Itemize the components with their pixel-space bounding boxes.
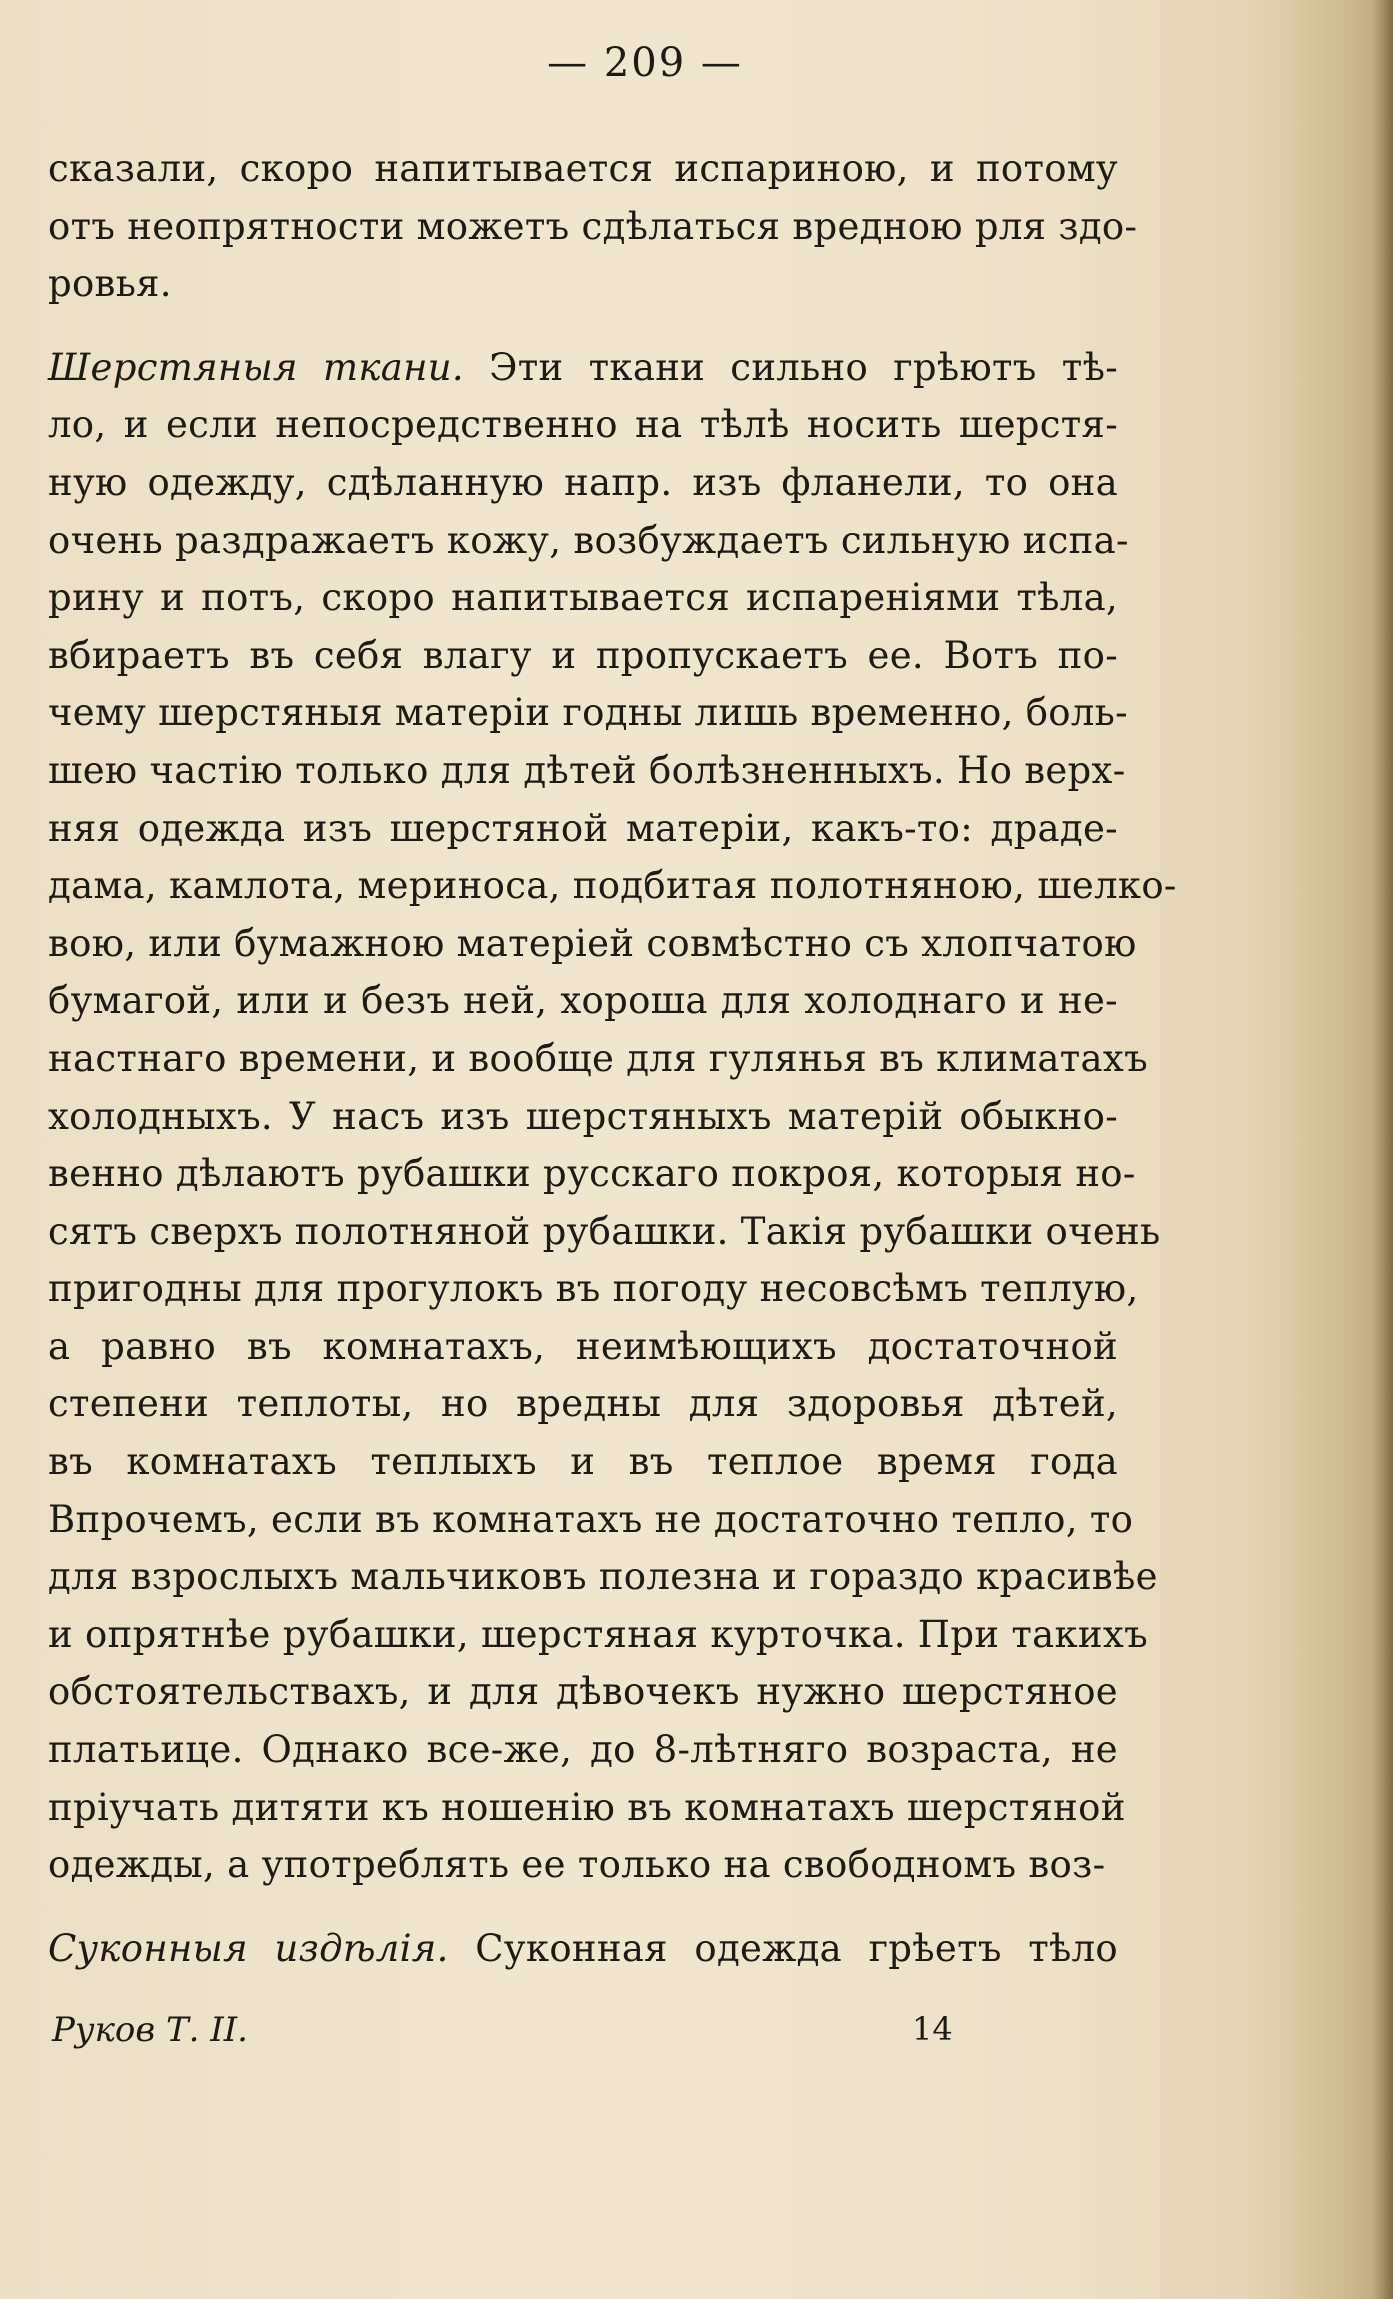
paragraph-2 <box>48 339 1177 1894</box>
text-line: и опрятнѣе рубашки, шерстяная курточка. При такихъ <box>48 1612 1148 1656</box>
text-line: одежды, а употреблять ее только на свободномъ воз- <box>48 1843 1106 1887</box>
text-line: бумагой, или и безъ ней, хороша для холоднаго и не- <box>48 979 1118 1023</box>
text-line: холодныхъ. У насъ изъ шерстяныхъ матерій обыкно- <box>48 1094 1118 1138</box>
text-line: платьице. Однако все-же, до 8-лѣтняго возраста, не <box>48 1728 1118 1772</box>
page-number-header: — 209 — <box>547 40 743 86</box>
text-line: ную одежду, сдѣланную напр. изъ фланели, то она <box>48 460 1118 504</box>
text-line: для взрослыхъ мальчиковъ полезна и гораздо красивѣе <box>48 1555 1158 1599</box>
text-line: степени теплоты, но вредны для здоровья дѣтей, <box>48 1382 1118 1426</box>
text-line: пригодны для прогулокъ въ погоду несовсѣмъ теплую, <box>48 1267 1139 1311</box>
text-line: Впрочемъ, если въ комнатахъ не достаточно тепло, то <box>48 1497 1134 1541</box>
paragraph-gap <box>48 1894 1118 1920</box>
text-line: пріучать дитяти къ ношенію въ комнатахъ шерстяной <box>48 1785 1126 1829</box>
text-line: чему шерстяныя матеріи годны лишь временно, боль- <box>48 691 1128 735</box>
text-line: ло, и если непосредственно на тѣлѣ носить шерстя- <box>48 403 1118 447</box>
paragraph-gap <box>48 313 1118 339</box>
text-line: въ комнатахъ теплыхъ и въ теплое время года <box>48 1440 1118 1484</box>
text-line-rest: Эти ткани сильно грѣютъ тѣ- <box>463 345 1118 389</box>
text-line: дама, камлота, мериноса, подбитая полотняною, шелко- <box>48 864 1177 908</box>
text-line: сятъ сверхъ полотняной рубашки. Такія рубашки очень <box>48 1209 1161 1253</box>
text-line: обстоятельствахъ, и для дѣвочекъ нужно шерстяное <box>48 1670 1118 1714</box>
text-line: а равно въ комнатахъ, неимѣющихъ достаточной <box>48 1324 1118 1368</box>
text-line: сказали, скоро напитывается испариною, и потому <box>48 147 1118 190</box>
text-line <box>48 339 1118 397</box>
page-edge-shadow <box>1373 0 1393 2299</box>
paragraph-3 <box>48 1920 1118 1978</box>
text-line: очень раздражаетъ кожу, возбуждаетъ сильную испа- <box>48 518 1129 562</box>
footer-volume-label: Руков Т. II. <box>52 2010 248 2050</box>
text-line: вою, или бумажною матеріей совмѣстно съ хлопчатою <box>48 921 1137 965</box>
page-footer <box>52 2010 1122 2060</box>
signature-mark: 14 <box>912 2010 953 2048</box>
text-line: рину и потъ, скоро напитывается испареніями тѣла, <box>48 576 1118 620</box>
text-line: няя одежда изъ шерстяной матеріи, какъ-то: драде- <box>48 806 1118 850</box>
section-heading-cloth: Суконныя издѣлія. <box>48 1926 449 1970</box>
body-text <box>48 140 1177 1977</box>
section-heading-wool: Шерстяныя ткани. <box>48 345 464 389</box>
text-line: отъ неопрятности можетъ сдѣлаться вредною рля здо- <box>48 204 1138 248</box>
text-line: вбираетъ въ себя влагу и пропускаетъ ее. Вотъ по- <box>48 633 1118 677</box>
text-line: ровья. <box>48 262 172 306</box>
text-line-rest: Суконная одежда грѣетъ тѣло <box>448 1926 1118 1970</box>
text-line: настнаго времени, и вообще для гулянья въ климатахъ <box>48 1036 1148 1080</box>
text-line <box>48 1920 1118 1978</box>
paragraph-1 <box>48 140 1138 313</box>
text-line: шею частію только для дѣтей болѣзненныхъ. Но верх- <box>48 748 1126 792</box>
text-line: венно дѣлаютъ рубашки русскаго покроя, которыя но- <box>48 1152 1136 1196</box>
